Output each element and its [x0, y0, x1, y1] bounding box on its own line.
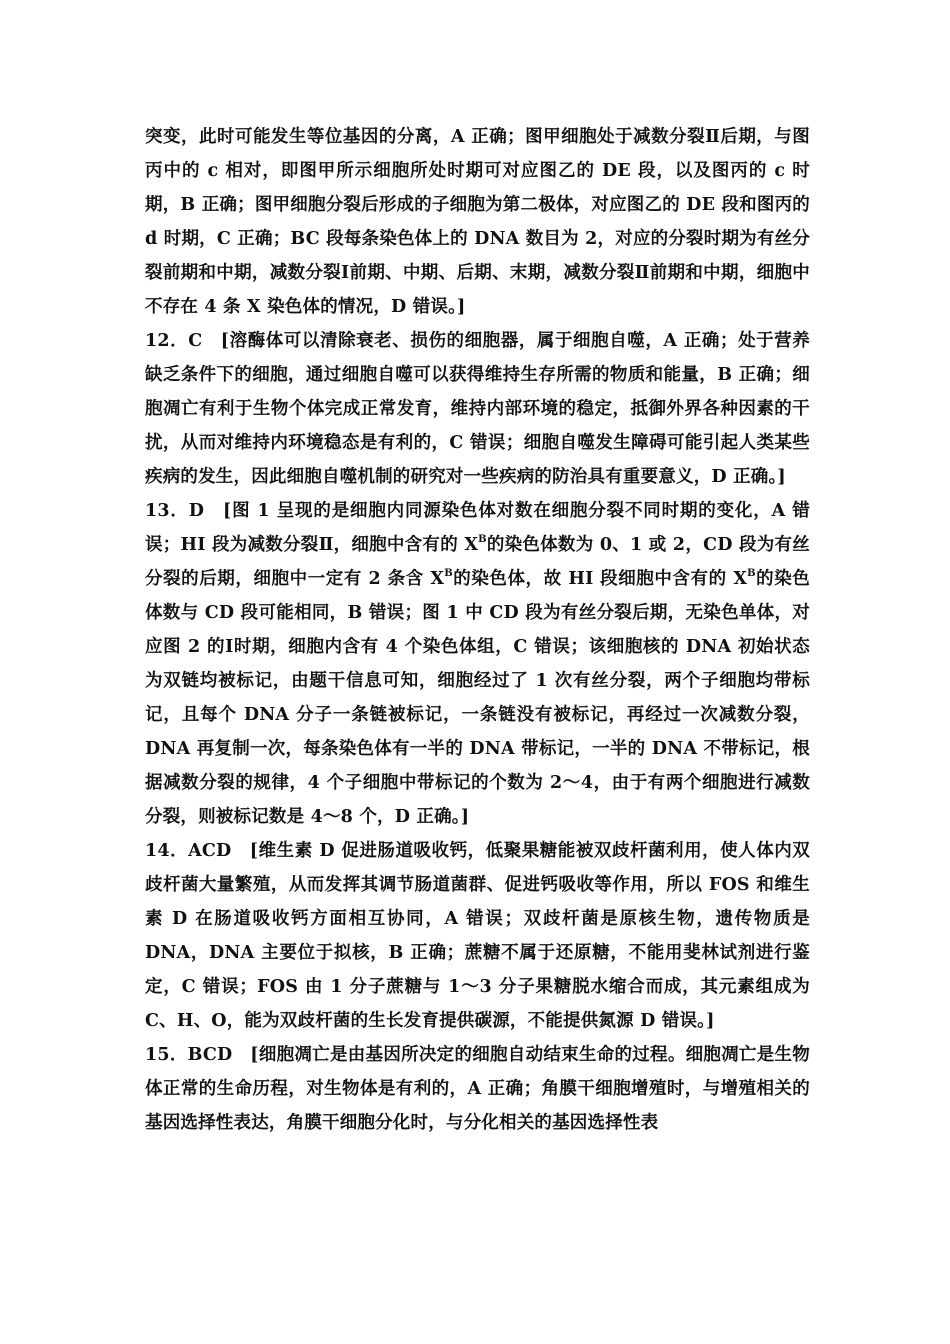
- answer-14: [145, 834, 810, 1038]
- superscript-b: B: [444, 568, 453, 580]
- answer-13-text-part-2: 的染色体数为 0、1 或 2，CD 段为有丝分裂的后期，细胞中一定有 2 条含 X: [145, 535, 811, 589]
- superscript-b: B: [478, 534, 487, 546]
- answer-12: [145, 324, 810, 494]
- answer-13-text-part-4: 的染色体数与 CD 段可能相同，B 错误；图 1 中 CD 段为有丝分裂后期，无染色单体，对应图 2 的Ⅰ时期，细胞内含有 4 个染色体组，C 错误；该细胞核的 DNA 初始状态为双链均被标记，由题干信息可知，细胞经过了 1 次有丝分裂，两个子细胞均带标记，且每个 DNA 分子一条链被标记，一条链没有被标记，再经过一次减数分裂，DNA 再复制一次，每条染色体有一半的 DNA 带标记，一半的 DNA 不带标记，根据减数分裂的规律，4 个子细胞中带标记的个数为 2～4，由于有两个细胞进行减数分裂，则被标记数是 4～8 个，D 正确。]: [145, 569, 810, 827]
- answer-14-number: 14．ACD: [145, 841, 250, 861]
- answer-explanations-page: [145, 120, 810, 1140]
- superscript-b: B: [747, 568, 756, 580]
- answer-15-text: [细胞凋亡是由基因所决定的细胞自动结束生命的过程。细胞凋亡是生物体正常的生命历程，对生物体是有利的，A 正确；角膜干细胞增殖时，与增殖相关的基因选择性表达，角膜干细胞分化时，与分化相关的基因选择性表: [145, 1045, 810, 1133]
- answer-13-number: 13．D: [145, 501, 224, 521]
- answer-15-number: 15．BCD: [145, 1045, 251, 1065]
- answer-13: [145, 494, 810, 834]
- answer-14-text: [维生素 D 促进肠道吸收钙，低聚果糖能被双歧杆菌利用，使人体内双歧杆菌大量繁殖，从而发挥其调节肠道菌群、促进钙吸收等作用，所以 FOS 和维生素 D 在肠道吸收钙方面相互协同，A 错误；双歧杆菌是原核生物，遗传物质是 DNA，DNA 主要位于拟核，B 正确；蔗糖不属于还原糖，不能用斐林试剂进行鉴定，C 错误；FOS 由 1 分子蔗糖与 1～3 分子果糖脱水缩合而成，其元素组成为 C、H、O，能为双歧杆菌的生长发育提供碳源，不能提供氮源 D 错误。]: [145, 841, 810, 1031]
- answer-11-text: 突变，此时可能发生等位基因的分离，A 正确；图甲细胞处于减数分裂Ⅱ后期，与图丙中的 c 相对，即图甲所示细胞所处时期可对应图乙的 DE 段，以及图丙的 c 时期，B 正确；图甲细胞分裂后形成的子细胞为第二极体，对应图乙的 DE 段和图丙的 d 时期，C 正确；BC 段每条染色体上的 DNA 数目为 2，对应的分裂时期为有丝分裂前期和中期，减数分裂Ⅰ前期、中期、后期、末期，减数分裂Ⅱ前期和中期，细胞中不存在 4 条 X 染色体的情况，D 错误。]: [145, 127, 810, 317]
- answer-15: [145, 1038, 810, 1140]
- answer-13-text-part-3: 的染色体，故 HI 段细胞中含有的 X: [452, 569, 748, 589]
- answer-12-text: [溶酶体可以清除衰老、损伤的细胞器，属于细胞自噬，A 正确；处于营养缺乏条件下的细胞，通过细胞自噬可以获得维持生存所需的物质和能量，B 正确；细胞凋亡有利于生物个体完成正常发育，维持内部环境的稳定，抵御外界各种因素的干扰，从而对维持内环境稳态是有利的，C 错误；细胞自噬发生障碍可能引起人类某些疾病的发生，因此细胞自噬机制的研究对一些疾病的防治具有重要意义，D 正确。]: [145, 331, 811, 487]
- answer-13-text-part-1: [图 1 呈现的是细胞内同源染色体对数在细胞分裂不同时期的变化，A 错误；HI 段为减数分裂Ⅱ，细胞中含有的 X: [145, 501, 810, 555]
- answer-11-continuation: [145, 120, 810, 324]
- answer-12-number: 12．C: [145, 331, 221, 351]
